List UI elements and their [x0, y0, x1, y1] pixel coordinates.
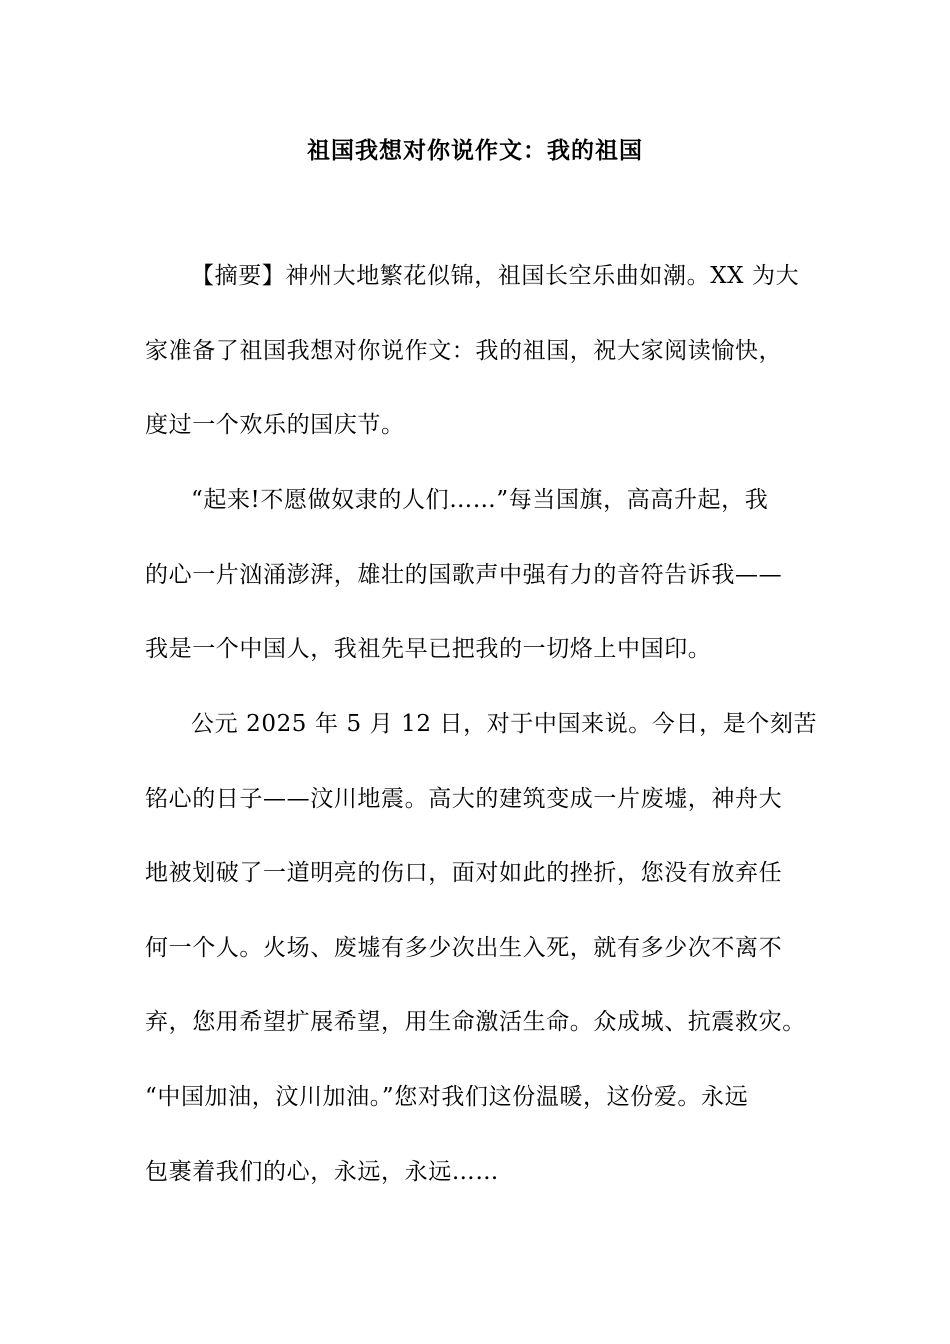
paragraph-line: 【摘要】神州大地繁花似锦，祖国长空乐曲如潮。XX 为大 [191, 263, 800, 289]
paragraph-line: 度过一个欢乐的国庆节。 [145, 412, 405, 438]
paragraph-line: “中国加油，汶川加油。”您对我们这份温暖，这份爱。永远 [145, 1084, 749, 1110]
paragraph-line: 铭心的日子——汶川地震。高大的建筑变成一片废墟，神舟大 [145, 786, 783, 812]
document-title: 祖国我想对你说作文：我的祖国 [307, 137, 643, 164]
paragraph-line: 的心一片汹涌澎湃，雄壮的国歌声中强有力的音符告诉我—— [145, 562, 783, 588]
paragraph-line: “起来!不愿做奴隶的人们……”每当国旗，高高升起，我 [191, 487, 769, 513]
paragraph-line: 弃，您用希望扩展希望，用生命激活生命。众成城、抗震救灾。 [145, 1009, 806, 1035]
paragraph-line: 包裹着我们的心，永远，永远…… [145, 1159, 499, 1185]
paragraph-line: 公元 2025 年 5 月 12 日，对于中国来说。今日，是个刻苦 [191, 711, 818, 737]
paragraph-line: 我是一个中国人，我祖先早已把我的一切烙上中国印。 [145, 636, 712, 662]
paragraph-line: 家准备了祖国我想对你说作文：我的祖国，祝大家阅读愉快， [145, 338, 783, 364]
paragraph-line: 何一个人。火场、废墟有多少次出生入死，就有多少次不离不 [145, 935, 783, 961]
paragraph-line: 地被划破了一道明亮的伤口，面对如此的挫折，您没有放弃任 [145, 860, 783, 886]
